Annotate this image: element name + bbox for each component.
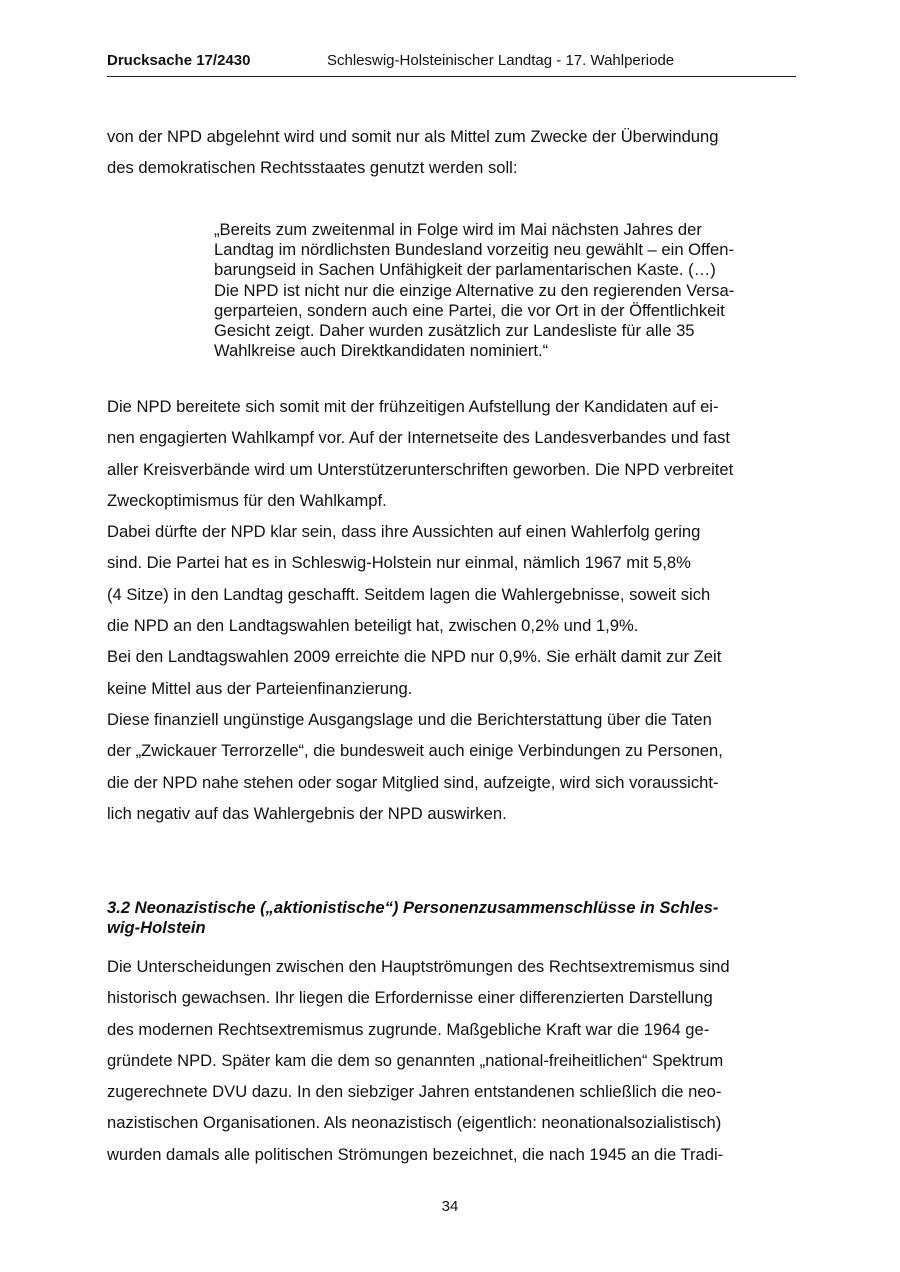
text-line: Diese finanziell ungünstige Ausgangslage und die Berichterstattung über die Taten: [107, 709, 712, 729]
text-line: Dabei dürfte der NPD klar sein, dass ihre Aussichten auf einen Wahlerfolg gering: [107, 522, 701, 542]
section-paragraph: [107, 951, 797, 1170]
quote-line: gerparteien, sondern auch eine Partei, die vor Ort in der Öffentlichkeit: [214, 300, 725, 320]
text-line: Die Unterscheidungen zwischen den Hauptströmungen des Rechtsextremismus sind: [107, 957, 730, 976]
text-line: gründete NPD. Später kam die dem so genannten „national-freiheitlichen“ Spektrum: [107, 1050, 724, 1070]
text-line: historisch gewachsen. Ihr liegen die Erfordernisse einer differenzierten Darstellung: [107, 988, 713, 1008]
quote-line: Landtag im nördlichsten Bundesland vorzeitig neu gewählt – ein Offen-: [214, 240, 734, 260]
text-line: nazistischen Organisationen. Als neonazistisch (eigentlich: neonationalsozialistisch): [107, 1113, 722, 1133]
text-line: sind. Die Partei hat es in Schleswig-Holstein nur einmal, nämlich 1967 mit 5,8%: [107, 553, 691, 573]
text-line: Die NPD bereitete sich somit mit der frühzeitigen Aufstellung der Kandidaten auf ei-: [107, 397, 719, 416]
body-paragraph: [107, 391, 797, 829]
text-line: Zweckoptimismus für den Wahlkampf.: [107, 490, 387, 510]
text-line: des demokratischen Rechtsstaates genutzt werden soll:: [107, 158, 518, 178]
text-line: aller Kreisverbände wird um Unterstützerunterschriften geworben. Die NPD verbreitet: [107, 459, 734, 479]
text-line: des modernen Rechtsextremismus zugrunde. Maßgebliche Kraft war die 1964 ge-: [107, 1019, 710, 1039]
heading-line: 3.2 Neonazistische („aktionistische“) Personenzusammenschlüsse in Schles-: [107, 898, 719, 917]
block-quote: [214, 220, 784, 361]
quote-line: barungseid in Sachen Unfähigkeit der parlamentarischen Kaste. (…): [214, 260, 716, 280]
header-title: Schleswig-Holsteinischer Landtag - 17. Wahlperiode: [327, 52, 675, 69]
page-header: [107, 52, 796, 77]
quote-line: Gesicht zeigt. Daher wurden zusätzlich zur Landesliste für alle 35: [214, 321, 695, 341]
text-line: Bei den Landtagswahlen 2009 erreichte die NPD nur 0,9%. Sie erhält damit zur Zeit: [107, 647, 722, 667]
text-line: die NPD an den Landtagswahlen beteiligt hat, zwischen 0,2% und 1,9%.: [107, 616, 639, 636]
quote-line: Die NPD ist nicht nur die einzige Alternative zu den regierenden Versa-: [214, 280, 735, 300]
text-line: der „Zwickauer Terrorzelle“, die bundesweit auch einige Verbindungen zu Personen,: [107, 741, 723, 761]
page-number: 34: [441, 1198, 459, 1215]
text-line: zugerechnete DVU dazu. In den siebziger Jahren entstandenen schließlich die neo-: [107, 1082, 722, 1102]
text-line: von der NPD abgelehnt wird und somit nur als Mittel zum Zwecke der Überwindung: [107, 127, 719, 146]
text-line: (4 Sitze) in den Landtag geschafft. Seitdem lagen die Wahlergebnisse, soweit sich: [107, 584, 711, 604]
quote-line: „Bereits zum zweitenmal in Folge wird im Mai nächsten Jahres der: [214, 220, 702, 239]
text-line: lich negativ auf das Wahlergebnis der NPD auswirken.: [107, 803, 507, 823]
section-heading: [107, 898, 797, 938]
text-line: die der NPD nahe stehen oder sogar Mitglied sind, aufzeigte, wird sich voraussicht-: [107, 772, 719, 792]
intro-paragraph: [107, 121, 797, 184]
text-line: keine Mittel aus der Parteienfinanzierung.: [107, 678, 413, 698]
heading-line: wig-Holstein: [107, 918, 206, 937]
text-line: wurden damals alle politischen Strömungen bezeichnet, die nach 1945 an die Tradi-: [107, 1144, 724, 1164]
text-line: nen engagierten Wahlkampf vor. Auf der Internetseite des Landesverbandes und fast: [107, 428, 730, 448]
document-number: Drucksache 17/2430: [107, 52, 251, 69]
quote-line: Wahlkreise auch Direktkandidaten nominiert.“: [214, 341, 549, 361]
